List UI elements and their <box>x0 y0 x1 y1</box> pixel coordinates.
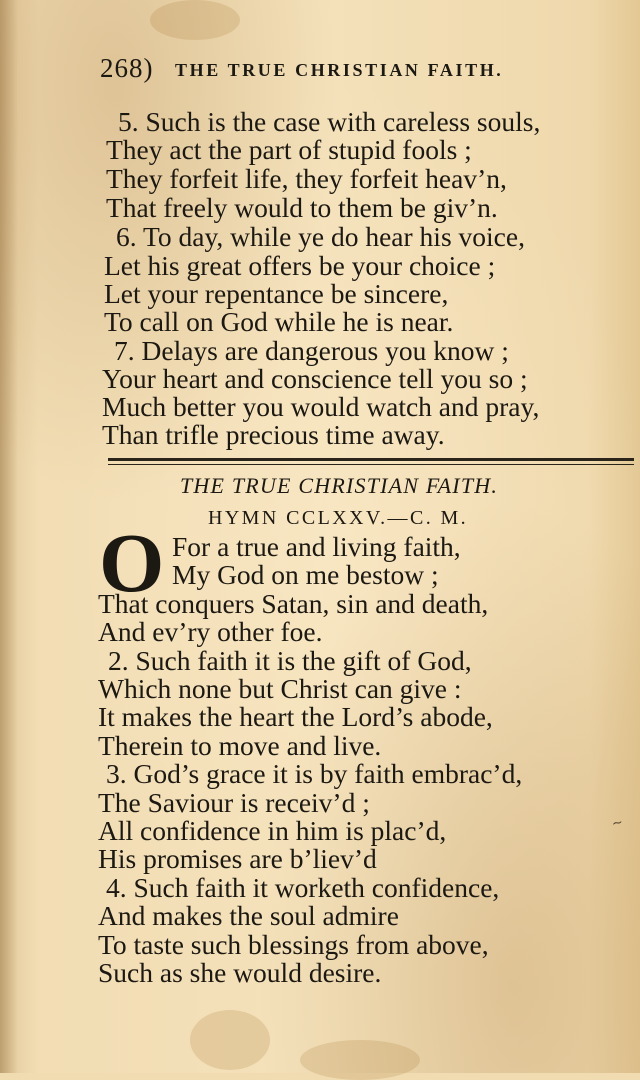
section-divider-thin <box>108 464 634 465</box>
verse-line: My God on me bestow ; <box>172 559 439 590</box>
verse-line: That freely would to them be giv’n. <box>106 192 498 223</box>
verse-line: To call on God while he is near. <box>104 306 454 337</box>
verse-line: Let your repentance be sincere, <box>104 278 449 309</box>
verse-line: Which none but Christ can give : <box>98 673 462 704</box>
verse-line: Than trifle precious time away. <box>102 419 445 450</box>
verse-line: They forfeit life, they forfeit heav’n, <box>106 163 507 194</box>
verse-line: 7. Delays are dangerous you know ; <box>114 335 509 366</box>
paper-stain <box>300 1040 420 1080</box>
page-header <box>100 50 580 86</box>
verse-line: 5. Such is the case with careless souls, <box>118 106 541 137</box>
verse-line: 6. To day, while ye do hear his voice, <box>116 221 525 252</box>
verse-line: The Saviour is receiv’d ; <box>98 787 370 818</box>
margin-scribble-icon: ~ <box>610 815 625 832</box>
verse-line: Such as she would desire. <box>98 957 382 988</box>
verse-line: Let his great offers be your choice ; <box>104 250 496 281</box>
section-divider <box>108 458 634 461</box>
verse-line: Your heart and conscience tell you so ; <box>102 363 528 394</box>
page-number: 268) <box>100 53 154 83</box>
paper-stain <box>150 0 240 40</box>
running-head: THE TRUE CHRISTIAN FAITH. <box>175 60 504 80</box>
verse-line: That conquers Satan, sin and death, <box>98 588 489 619</box>
drop-cap: O <box>99 517 165 610</box>
verse-line: And makes the soul admire <box>98 900 399 931</box>
verse-line: Much better you would watch and pray, <box>102 391 540 422</box>
hymn-number: HYMN CCLXXV.—C. M. <box>208 507 469 529</box>
verse-line: 4. Such faith it worketh confidence, <box>106 872 500 903</box>
paper-stain <box>190 1010 270 1070</box>
verse-line: Therein to move and live. <box>98 730 382 761</box>
verse-line: His promises are b’liev’d <box>98 843 377 874</box>
verse-line: And ev’ry other foe. <box>98 616 323 647</box>
verse-line: For a true and living faith, <box>172 531 461 562</box>
verse-line: It makes the heart the Lord’s abode, <box>98 701 493 732</box>
verse-line: 2. Such faith it is the gift of God, <box>108 645 472 676</box>
verse-line: To taste such blessings from above, <box>98 929 489 960</box>
hymn-title: THE TRUE CHRISTIAN FAITH. <box>180 473 499 498</box>
verse-line: 3. God’s grace it is by faith embrac’d, <box>106 758 523 789</box>
verse-line: They act the part of stupid fools ; <box>106 134 472 165</box>
verse-line: All confidence in him is plac’d, <box>98 815 447 846</box>
page-fold-shadow <box>0 0 18 1073</box>
